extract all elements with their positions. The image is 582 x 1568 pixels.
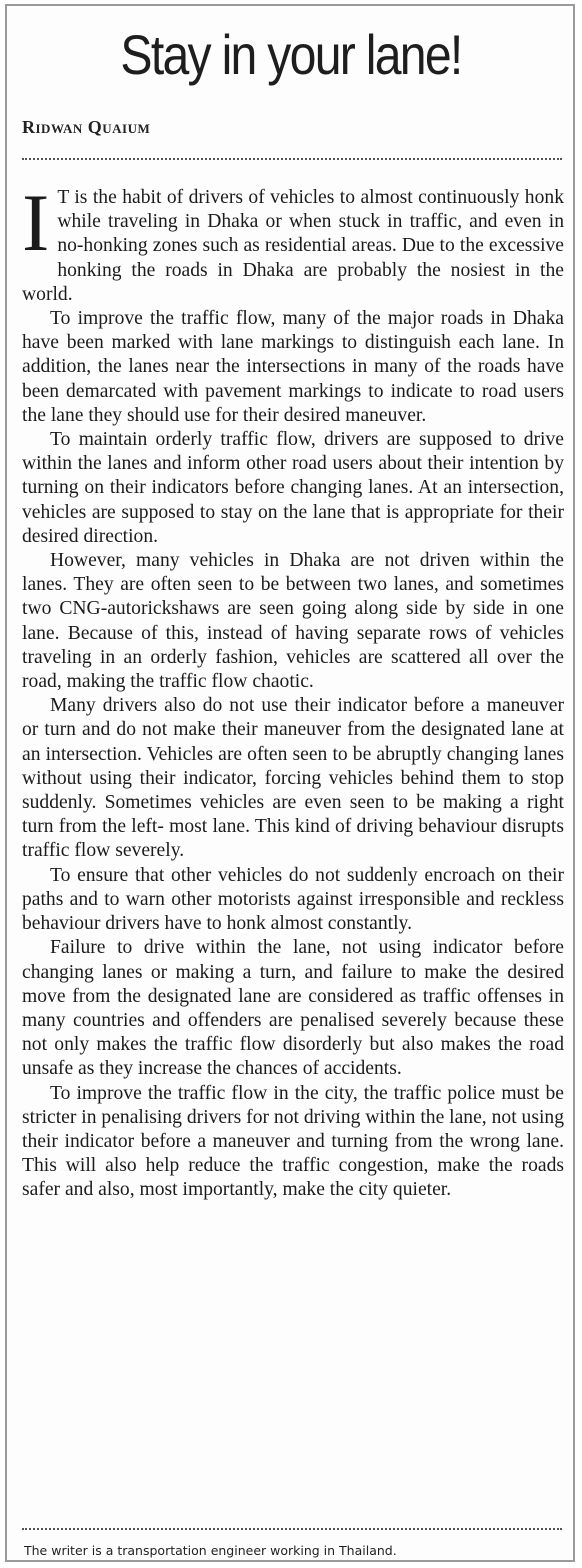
author-note: The writer is a transportation engineer working in Thailand. xyxy=(24,1543,397,1558)
paragraph: To improve the traffic flow, many of the major roads in Dhaka have been marked with lane markings to distinguish each lane. In addition, the lanes near the intersections in many of the roads have been demarcated with pavement markings to indicate to road users the lane they should use for their desired maneuver. xyxy=(22,308,564,426)
author-byline: Ridwan Quaium xyxy=(22,117,151,137)
paragraph: However, many vehicles in Dhaka are not driven within the lanes. They are often seen to be between two lanes, and sometimes two CNG-autorickshaws are seen going along side by side in one lane. Because of this, instead of having separate rows of vehicles traveling in an orderly fashion, vehicles are scattered all over the road, making the traffic flow chaotic. xyxy=(22,550,564,693)
bottom-dotted-divider xyxy=(22,1528,562,1530)
drop-cap: I xyxy=(22,177,50,268)
article-title: Stay in your lane! xyxy=(120,23,462,86)
paragraph: To improve the traffic flow in the city, the traffic police must be stricter in penalising drivers for not driving within the lane, not using their indicator before a maneuver and turning from the wrong lane. This will also help reduce the traffic congestion, make the roads safer and also, most importantly, make the city quieter. xyxy=(22,1082,564,1201)
top-dotted-divider xyxy=(22,158,562,160)
paragraph xyxy=(22,177,564,307)
article-body xyxy=(22,177,564,1203)
paragraph: Many drivers also do not use their indicator before a maneuver or turn and do not make their maneuver from the designated lane at an intersection. Vehicles are often seen to be abruptly changing lanes without using their indicator, forcing vehicles behind them to stop suddenly. Sometimes vehicles are even seen to be making a right turn from the left- most lane. This kind of driving behaviour disrupts traffic flow severely. xyxy=(22,695,564,862)
paragraph: Failure to drive within the lane, not using indicator before changing lanes or making a turn, and failure to make the desired move from the designated lane are considered as traffic offenses in many countries and offenders are penalised severely because these not only makes the traffic flow disorderly but also makes the road unsafe as they increase the chances of accidents. xyxy=(22,937,564,1080)
paragraph: To maintain orderly traffic flow, drivers are supposed to drive within the lanes and inform other road users about their intention by turning on their indicators before changing lanes. At an intersection, vehicles are supposed to stay on the lane that is appropriate for their desired direction. xyxy=(22,429,564,547)
paragraph-text: T is the habit of drivers of vehicles to almost continuously honk while traveling in Dhaka or when stuck in traffic, and even in no-honking zones such as residential areas. Due to the excessive honking the roads in Dhaka are probably the nosiest in the world. xyxy=(22,187,564,305)
paragraph: To ensure that other vehicles do not suddenly encroach on their paths and to warn other motorists against irresponsible and reckless behaviour drivers have to honk almost constantly. xyxy=(22,864,564,935)
